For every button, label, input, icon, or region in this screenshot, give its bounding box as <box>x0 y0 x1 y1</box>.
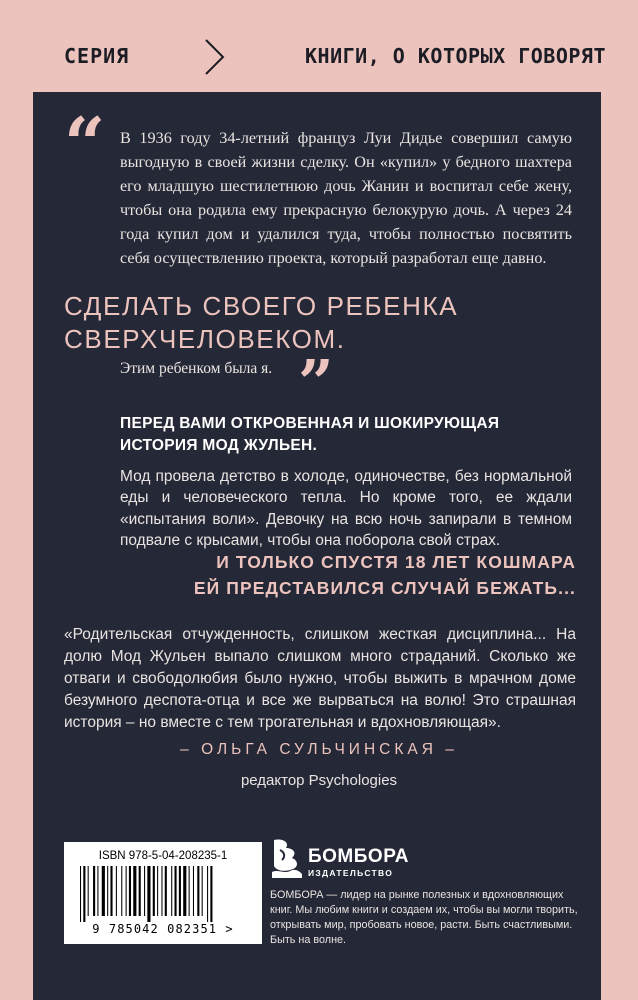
open-quote-icon: “ <box>64 101 106 186</box>
series-bar <box>0 0 638 92</box>
bombora-logo-icon <box>270 836 304 880</box>
child-line: Этим ребенком была я. <box>120 360 273 377</box>
series-name: КНИГИ, О КОТОРЫХ ГОВОРЯТ <box>305 44 606 68</box>
publisher-name: БОМБОРА <box>308 846 409 867</box>
barcode-icon <box>72 866 254 922</box>
barcode-box <box>64 842 262 944</box>
headline: СДЕЛАТЬ СВОЕГО РЕБЕНКА СВЕРХЧЕЛОВЕКОМ. <box>64 291 459 354</box>
callout <box>180 549 576 601</box>
intro-paragraph: В 1936 году 34-летний француз Луи Дидье совершил самую выгодную в своей жизни сделку. Он «купил» у бедного шахтера его младшую шестилетнюю дочь Жанин и воспитал себе жену, чтобы она родила ему прекрасную белокурую дочь. А через 24 года купил дом и удалился туда, чтобы полностью посвятить себя осуществлению проекта, который разработал еще давно. <box>120 129 572 267</box>
chevron-right-icon <box>204 38 226 76</box>
review-quote: «Родительская отчужденность, слишком жесткая дисциплина... На долю Мод Жульен выпало слишком много страданий. Сколько же отваги и свободолюбия было нужно, чтобы выжить в мрачном доме безумного деспота-отца и все же вырваться на волю! Это страшная история – но вместе с тем трогательная и вдохновляющая». <box>64 626 576 731</box>
publisher-subtitle: ИЗДАТЕЛЬСТВО <box>308 868 394 878</box>
publisher-blurb: БОМБОРА — лидер на рынке полезных и вдохновляющих книг. Мы любим книги и создаем их, чтобы вы могли творить, открывать мир, пробовать новое, расти. Быть счастливыми. Быть на волне. <box>270 889 578 946</box>
barcode-digits: 9 785042 082351 > <box>92 922 234 936</box>
callout-line-2: ЕЙ ПРЕДСТАВИЛСЯ СЛУЧАЙ БЕЖАТЬ... <box>193 578 576 598</box>
description-subhead: ПЕРЕД ВАМИ ОТКРОВЕННАЯ И ШОКИРУЮЩАЯ ИСТОРИЯ МОД ЖУЛЬЕН. <box>120 415 500 454</box>
review-author: – ОЛЬГА СУЛЬЧИНСКАЯ – <box>180 741 458 758</box>
callout-line-1: И ТОЛЬКО СПУСТЯ 18 ЛЕТ КОШМАРА <box>216 552 576 572</box>
series-label: СЕРИЯ <box>64 44 130 68</box>
description-body: Мод провела детство в холоде, одиночестве, без нормальной еды и человеческого тепла. Но кроме того, ее ждали «испытания воли». Девочку на всю ночь запирали в темном подвале с крысами, чтобы она поборола свой страх. <box>120 468 572 549</box>
review-author-role: редактор Psychologies <box>240 772 398 789</box>
isbn-text: ISBN 978-5-04-208235-1 <box>98 850 228 862</box>
close-quote-icon: ” <box>298 346 334 419</box>
